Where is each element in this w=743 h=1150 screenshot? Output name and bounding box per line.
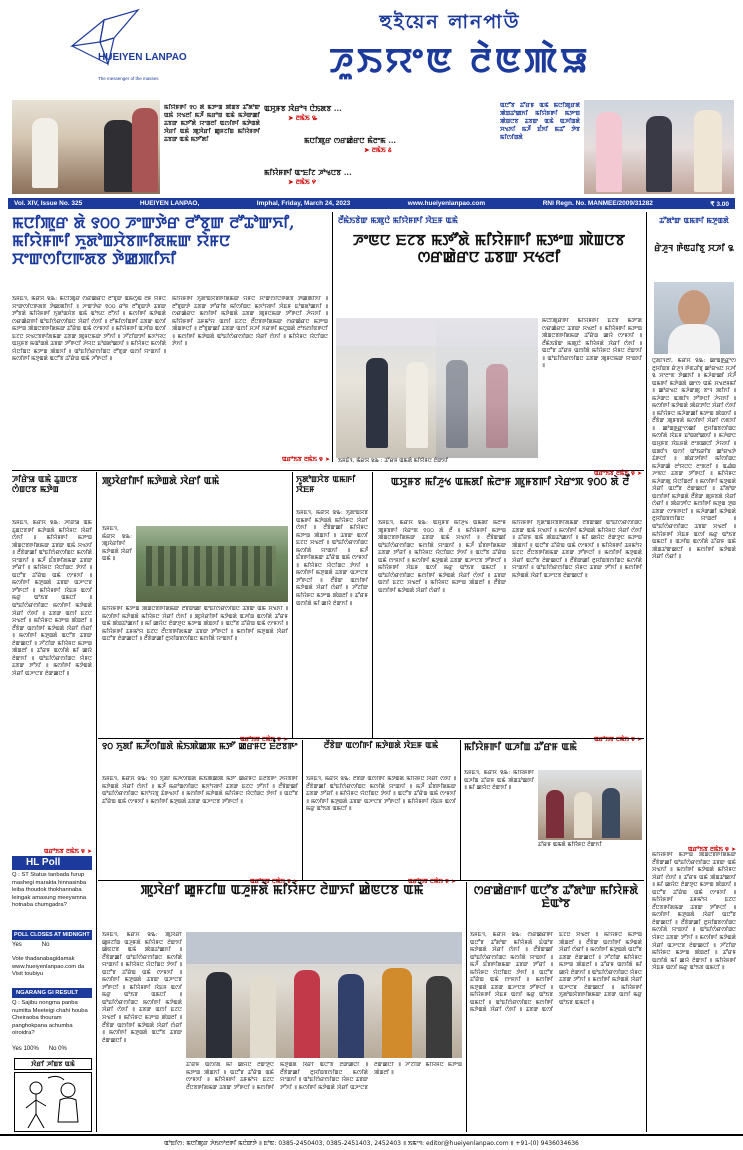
lead-body: ꯏꯝꯐꯥꯜ, ꯃꯥꯔꯆ ꯲꯳: ꯃꯅꯤꯄꯨꯔ ꯁꯔꯀꯥꯔꯅ ꯂꯧꯕꯨꯛ ꯑꯃꯁꯨꯡ ꯂꯝ ꯌꯥꯝꯅ ꯆꯦꯛꯁꯤꯅꯒꯗꯕ ꯇꯥꯀꯄꯤꯈꯤ ꯫ ꯍꯦꯛꯇꯥꯔ ꯱꯰꯰ ꯔꯣꯝ ꯂꯧꯕꯨꯛꯇꯥ ꯊꯕꯛ ꯇꯧꯕꯗꯥ ꯃꯤꯌꯥꯝꯒꯤ ꯈꯨꯗꯣꯡꯆꯥꯕ ꯑꯃꯥ ꯑꯣꯏꯅ ꯂꯧꯈꯤ ꯫ ꯃꯁꯤꯒꯤ ꯃꯇꯥꯡꯗꯥ ꯁꯔꯀꯥꯔꯒꯤ ꯑꯣꯐꯤꯁꯥꯔꯁꯤꯡꯅ ꯋꯥꯔꯤ ꯁꯥꯈꯤ ꯫ ꯂꯧꯃꯤꯁꯤꯡꯒꯤ ꯊꯕꯛ ꯑꯁꯤ ꯃꯇꯦꯡ ꯄꯥꯡꯅꯕꯒꯤꯗꯃꯛ ꯊꯧꯔꯥꯡ ꯑꯃꯥ ꯁꯦꯝꯈꯤ ꯫ ꯃꯤꯌꯥꯝꯒꯤ ꯑꯍꯤꯡ ꯑꯁꯤ ꯐꯖꯅ ꯆꯠꯅꯕꯒꯤꯗꯃꯛ ꯊꯕꯛ ꯄꯨꯝꯅꯃꯛ ꯇꯧꯈꯤ ꯫ ꯍꯧꯖꯤꯛꯇꯤ ꯃꯈꯣꯌꯅ ꯑꯆꯨꯝꯕ ꯃꯑꯣꯡꯗꯥ ꯊꯕꯛ ꯇꯧꯒꯅꯤ ꯍꯥꯌꯅ ꯐꯣꯡꯗꯣꯀꯈꯤ ꯫ ꯃꯤꯌꯥꯝꯅ ꯃꯁꯤꯗꯥ ꯌꯥꯅꯤꯡꯅ ꯃꯇꯦꯡ ꯄꯥꯡꯈꯤ ꯫ ꯑꯣꯐꯤꯁꯥꯔꯁꯤꯡꯅ ꯂꯧꯕꯨꯛ ꯑꯁꯤ ꯌꯦꯡꯈꯤ ꯫ ꯃꯁꯤꯒꯤ ꯃꯇꯨꯡꯗꯥ ꯑꯅꯧꯕ ꯊꯧꯔꯥꯡ ꯑꯃꯥ ꯍꯧꯒꯅꯤ ꯫	[12, 296, 166, 363]
footer	[0, 1134, 743, 1150]
paper-name: HUEIYEN LANPAO,	[139, 200, 200, 207]
lead-continued[interactable]: ꯑꯔꯣꯏꯕ ꯂꯃꯥꯏ ꯶ ➤	[281, 456, 330, 463]
lower2-body: ꯏꯝꯐꯥꯜ, ꯃꯥꯔꯆ ꯲꯳: ꯂꯩꯕꯥꯛ ꯑꯁꯤꯒꯤ ꯃꯇꯥꯡꯗꯥ ꯃꯤꯌꯥꯝꯅ ꯋꯥꯔꯤ ꯁꯥꯈꯤ ꯫ ꯂꯩꯕꯥꯛꯀꯤ ꯑꯣꯐꯤꯁꯥꯔꯁꯤꯡꯅ ꯃꯁꯤꯗꯥ ꯌꯦꯡꯈꯤ ꯫ ꯃꯍꯩ ꯐꯪꯕꯒꯤꯗꯃꯛ ꯊꯕꯛ ꯇꯧꯔꯤ ꯫ ꯃꯤꯌꯥꯝꯅ ꯌꯥꯅꯤꯡꯅ ꯇꯥꯈꯤ ꯫ ꯑꯅꯧꯕ ꯊꯧꯔꯥꯡ ꯑꯃꯥ ꯁꯦꯝꯈꯤ ꯫ ꯃꯁꯤꯒꯤ ꯃꯇꯨꯡꯗꯥ ꯊꯕꯛ ꯑꯍꯦꯅꯕ ꯇꯧꯒꯅꯤ ꯫ ꯃꯤꯌꯥꯝꯒꯤ ꯋꯥꯐꯝ ꯑꯁꯤ ꯃꯔꯨ ꯑꯣꯏꯕ ꯑꯃꯅꯤ ꯫	[306, 776, 456, 813]
column-rule	[292, 472, 293, 738]
promo-right-text: ꯑꯅꯧꯕ ꯊꯧꯔꯝ ꯑꯃꯥ ꯃꯅꯤꯄꯨꯔꯗꯥ ꯄꯥꯡꯊꯣꯀꯈꯤ ꯃꯤꯌꯥꯝꯒꯤ ꯃꯇꯦꯡ ꯄꯥꯡꯅꯕ ꯊꯕꯛ ꯑꯃꯥ ꯑꯍꯤꯡꯗꯥ ꯆꯠꯈꯤ ꯃꯍꯩ ꯐꯪꯈꯤ ꯃꯊꯧ ꯇꯥꯕ ꯃꯤꯁꯤꯡꯗꯥ	[500, 102, 580, 142]
center-body: ꯃꯅꯤꯄꯨꯔꯒꯤ ꯃꯤꯌꯥꯝꯒꯤ ꯐꯖꯕ ꯃꯇꯧꯗꯥ ꯁꯔꯀꯥꯔꯅ ꯊꯕꯛ ꯆꯠꯂꯤ ꯫ ꯃꯤꯌꯥꯝꯒꯤ ꯃꯇꯦꯡ ꯄꯥꯡꯅꯕꯒꯤꯗꯃꯛ ꯊꯧꯔꯥꯡ ꯀꯌꯥ ꯁꯦꯝꯈꯤ ꯫ ꯂꯩꯃꯥꯏꯕꯥꯛ ꯃꯄꯨꯅꯥ ꯃꯤꯌꯥꯝꯗꯥ ꯋꯥꯔꯤ ꯁꯥꯈꯤ ꯫ ꯑꯅꯧꯕ ꯊꯧꯔꯝ ꯑꯁꯤꯗꯥ ꯃꯤꯌꯥꯝꯅ ꯌꯥꯝꯅ ꯂꯥꯛꯈꯤ ꯫ ꯑꯣꯐꯤꯁꯥꯔꯁꯤꯡꯅ ꯊꯕꯛ ꯄꯨꯝꯅꯃꯛ ꯌꯦꯡꯈꯤ ꯫	[542, 318, 642, 370]
teaser-2[interactable]: ꯃꯅꯤꯄꯨꯔ ꯁꯔꯀꯥꯔꯅ ꯃꯥꯂꯦꯃ ... ➤ ꯂꯃꯥꯏ ꯴	[304, 136, 490, 155]
column-rule	[96, 472, 97, 1132]
center-photo-2	[436, 318, 538, 458]
poll-title: HL Poll	[12, 856, 92, 870]
info-strip	[8, 198, 735, 209]
row-rule	[12, 470, 644, 471]
mid3-headline: ꯑꯆꯨꯝꯕ ꯃꯤꯍꯨꯠ ꯑꯃꯗꯤ ꯃꯥꯂꯦꯝ ꯄꯨꯝꯕꯒꯤ ꯋꯥꯔꯦꯞ ꯱꯰꯰ ꯗꯥ ꯂꯩ	[390, 476, 630, 488]
left-col-continued[interactable]: ꯑꯔꯣꯏꯕ ꯂꯃꯥꯏ ꯶ ➤	[43, 848, 92, 855]
brand-name: HUEIYEN LANPAO	[98, 52, 187, 63]
price: ₹ 3.00	[710, 200, 729, 208]
lead-headline: ꯃꯅꯤꯄꯨꯔ ꯗꯥ ꯱꯰꯰ ꯍꯦꯛꯇꯥꯔ ꯂꯧꯕꯨꯛ ꯂꯧꯊꯣꯛꯈꯤ, ꯃꯤꯌꯥꯝꯒꯤ ꯈꯨꯗꯣꯡꯆꯥꯕꯒꯤꯗꯃꯛ ꯌꯥꯝꯅ ꯆꯦꯛꯁꯤꯅꯒꯗꯕ ꯇꯥꯀꯄꯤꯈꯤ	[12, 213, 295, 268]
bottom1-headline: ꯄꯨꯋꯥꯔꯤ ꯀꯨꯝꯖꯤꯡ ꯑꯍꯨꯝꯗꯥ ꯃꯤꯌꯥꯝꯅ ꯂꯥꯛꯈꯤ ꯀꯥꯟꯅꯕ ꯑꯃꯥ	[140, 883, 424, 898]
poll-vote-text: Vote thadanabagidamak www.hueiyenlanpao.com da Visit toubiyu	[12, 956, 85, 978]
mid1-body-b: ꯃꯤꯌꯥꯝꯒꯤ ꯃꯇꯦꯡ ꯄꯥꯡꯅꯕꯒꯤꯗꯃꯛ ꯂꯩꯕꯥꯛꯀꯤ ꯑꯣꯐꯤꯁꯥꯔꯁꯤꯡꯅ ꯊꯕꯛ ꯑꯃꯥ ꯆꯠꯈꯤ ꯫ ꯃꯁꯤꯒꯤ ꯃꯇꯥꯡꯗꯥ ꯃꯤꯌꯥꯝꯅ ꯋꯥꯔꯤ ꯁꯥꯈꯤ ꯫ ꯄꯨꯋꯥꯔꯤꯒꯤ ꯃꯇꯥꯡꯗꯥ ꯑꯍꯤꯡ ꯑꯁꯤꯗꯥ ꯊꯧꯔꯝ ꯑꯃꯥ ꯄꯥꯡꯊꯣꯀꯈꯤ ꯫ ꯃꯤ ꯀꯌꯥꯅ ꯂꯥꯛꯇꯨꯅ ꯃꯇꯦꯡ ꯄꯥꯡꯈꯤ ꯫ ꯑꯅꯧꯕ ꯊꯧꯔꯥꯡ ꯑꯃꯥ ꯁꯦꯝꯈꯤ ꯫ ꯃꯤꯌꯥꯝꯒꯤ ꯊꯝꯃꯣꯌ ꯐꯖꯅ ꯂꯩꯅꯕꯒꯤꯗꯃꯛ ꯊꯕꯛ ꯇꯧꯒꯅꯤ ꯫ ꯃꯁꯤꯒꯤ ꯃꯇꯨꯡꯗꯥ ꯋꯥꯔꯤ ꯑꯅꯧꯕ ꯂꯥꯛꯀꯅꯤ ꯫ ꯂꯩꯕꯥꯛꯀꯤ ꯂꯨꯆꯤꯡꯕꯁꯤꯡꯅ ꯃꯁꯤꯗꯥ ꯌꯦꯡꯈꯤ ꯫	[102, 606, 288, 643]
bottom1-body: ꯏꯝꯐꯥꯜ, ꯃꯥꯔꯆ ꯲꯳: ꯄꯨꯋꯥꯔꯤ ꯀꯨꯝꯖꯤꯡ ꯑꯍꯨꯝꯗꯥ ꯃꯤꯌꯥꯝꯅ ꯂꯥꯛꯈꯤ ꯀꯥꯟꯅꯕ ꯑꯃꯥ ꯄꯥꯡꯊꯣꯀꯈꯤ ꯫ ꯂꯩꯕꯥꯛꯀꯤ ꯑꯣꯐꯤꯁꯥꯔꯁꯤꯡꯅ ꯃꯁꯤꯗꯥ ꯌꯦꯡꯈꯤ ꯫ ꯃꯤꯌꯥꯝꯅ ꯌꯥꯅꯤꯡꯅ ꯇꯥꯈꯤ ꯫ ꯑꯅꯧꯕ ꯊꯧꯔꯥꯡ ꯑꯃꯥ ꯁꯦꯝꯈꯤ ꯫ ꯃꯁꯤꯒꯤ ꯃꯇꯨꯡꯗꯥ ꯊꯕꯛ ꯑꯍꯦꯅꯕ ꯇꯧꯒꯅꯤ ꯫ ꯃꯤꯌꯥꯝꯒꯤ ꯋꯥꯐꯝ ꯑꯁꯤ ꯃꯔꯨ ꯑꯣꯏꯕ ꯑꯃꯅꯤ ꯫ ꯑꯣꯐꯤꯁꯥꯔꯁꯤꯡꯅ ꯃꯁꯤꯒꯤ ꯃꯇꯥꯡꯗꯥ ꯋꯥꯔꯤ ꯁꯥꯈꯤ ꯫ ꯊꯕꯛ ꯑꯁꯤ ꯐꯖꯅ ꯆꯠꯂꯤ ꯫ ꯃꯤꯌꯥꯝꯅ ꯃꯇꯦꯡ ꯄꯥꯡꯂꯤ ꯫ ꯂꯩꯕꯥꯛ ꯑꯁꯤꯒꯤ ꯃꯇꯥꯡꯗꯥ ꯋꯥꯔꯤ ꯁꯥꯔꯤ ꯫ ꯃꯁꯤꯒꯤ ꯃꯇꯨꯡꯗꯥ ꯑꯅꯧꯕ ꯊꯕꯛ ꯂꯥꯛꯀꯅꯤ ꯫	[102, 932, 182, 1044]
left-col-headline: ꯍꯤꯔꯥꯎ ꯑꯃꯥ ꯊꯨꯡꯅꯕ ꯁꯥꯡꯅꯕ ꯃꯇꯥꯡ	[12, 475, 78, 495]
lower2-headline: ꯂꯩꯕꯥꯛ ꯑꯁꯤꯒꯤ ꯃꯇꯥꯡꯗꯥ ꯋꯥꯐꯝ ꯑꯃꯥ	[323, 741, 439, 751]
footer-text: ꯑꯣꯐꯤꯁ: ꯃꯅꯤꯄꯨꯔ ꯍꯥꯏꯁꯣꯂꯒꯤ ꯃꯅꯥꯛꯇꯥ ꯫ ꯐꯣꯟ: 0385-2450403, 0385-2451403, 2452403 ꯫ ꯏꯃꯦꯜ: editor@hueiyenlanpao.com ꯫ +91-(0) 9436034636	[164, 1140, 579, 1147]
column-rule	[302, 740, 303, 880]
mid2-body: ꯏꯝꯐꯥꯜ, ꯃꯥꯔꯆ ꯲꯳: ꯈꯨꯗꯣꯡꯆꯥꯕ ꯑꯃꯒꯤ ꯃꯇꯥꯡꯗꯥ ꯃꯤꯌꯥꯝꯅ ꯋꯥꯔꯤ ꯁꯥꯈꯤ ꯫ ꯂꯩꯕꯥꯛꯀꯤ ꯃꯤꯌꯥꯝꯅ ꯃꯇꯦꯡ ꯄꯥꯡꯈꯤ ꯫ ꯊꯕꯛ ꯑꯁꯤ ꯐꯖꯅ ꯆꯠꯂꯤ ꯫ ꯑꯣꯐꯤꯁꯥꯔꯁꯤꯡꯅ ꯃꯁꯤꯗꯥ ꯌꯦꯡꯈꯤ ꯫ ꯃꯍꯩ ꯐꯪꯕꯒꯤꯗꯃꯛ ꯊꯧꯔꯥꯡ ꯑꯃꯥ ꯁꯦꯝꯈꯤ ꯫ ꯃꯤꯌꯥꯝꯅ ꯌꯥꯅꯤꯡꯅ ꯇꯥꯈꯤ ꯫ ꯃꯁꯤꯒꯤ ꯃꯇꯨꯡꯗꯥ ꯊꯕꯛ ꯑꯍꯦꯅꯕ ꯇꯧꯒꯅꯤ ꯫ ꯂꯩꯕꯥꯛ ꯑꯁꯤꯒꯤ ꯃꯇꯥꯡꯗꯥ ꯋꯥꯔꯤ ꯁꯥꯔꯤ ꯫ ꯍꯧꯖꯤꯛ ꯃꯤꯌꯥꯝꯅ ꯃꯇꯦꯡ ꯄꯥꯡꯂꯤ ꯫ ꯊꯧꯔꯝ ꯑꯁꯤꯗꯥ ꯃꯤ ꯀꯌꯥ ꯂꯥꯛꯈꯤ ꯫	[296, 510, 368, 607]
lower3-caption: ꯊꯧꯔꯝ ꯑꯃꯗꯥ ꯃꯤꯌꯥꯝꯅ ꯂꯥꯛꯈꯤ	[538, 842, 602, 848]
website-link[interactable]: www.hueiyenlanpao.com	[407, 200, 486, 207]
lower1-headline: ꯱꯰ ꯈꯨꯗꯤ ꯃꯍꯩꯁꯤꯡꯗꯥ ꯃꯥꯏꯄꯥꯀꯄ ꯃꯇꯧ ꯀꯔꯝꯅ ꯐꯪꯂꯕꯒꯦ	[102, 742, 298, 752]
bottom1-body-2: ꯊꯧꯔꯝ ꯑꯁꯤꯗꯥ ꯃꯤ ꯀꯌꯥꯅ ꯂꯥꯛꯇꯨꯅ ꯃꯇꯦꯡ ꯄꯥꯡꯈꯤ ꯫ ꯑꯅꯧꯕ ꯊꯧꯔꯥꯡ ꯑꯃꯥ ꯁꯦꯝꯈꯤ ꯫ ꯃꯤꯌꯥꯝꯒꯤ ꯊꯝꯃꯣꯌ ꯐꯖꯅ ꯂꯩꯅꯕꯒꯤꯗꯃꯛ ꯊꯕꯛ ꯇꯧꯒꯅꯤ ꯫ ꯃꯁꯤꯒꯤ ꯃꯇꯨꯡꯗꯥ ꯋꯥꯔꯤ ꯑꯅꯧꯕ ꯂꯥꯛꯀꯅꯤ ꯫ ꯂꯩꯕꯥꯛꯀꯤ ꯂꯨꯆꯤꯡꯕꯁꯤꯡꯅ ꯃꯁꯤꯗꯥ ꯌꯦꯡꯈꯤ ꯫ ꯑꯣꯐꯤꯁꯥꯔꯁꯤꯡꯅ ꯌꯥꯝꯅ ꯊꯕꯛ ꯇꯧꯈꯤ ꯫ ꯃꯁꯤꯒꯤ ꯃꯇꯥꯡꯗꯥ ꯋꯥꯔꯤ ꯑꯍꯦꯅꯕ ꯂꯥꯛꯀꯅꯤ ꯫ ꯍꯧꯖꯤꯛ ꯃꯤꯌꯥꯝꯅ ꯃꯇꯦꯡ ꯄꯥꯡꯂꯤ ꯫	[186, 1062, 462, 1091]
poll-result-question: Q : Sajibu nongma panba numitta Meeteigi chahi houba Cheiraoba thouram panghokpana achumba oiroidra?	[12, 1000, 88, 1037]
center-caption: ꯏꯝꯐꯥꯜ, ꯃꯥꯔꯆ ꯲꯳ : ꯊꯧꯔꯝ ꯑꯃꯗꯥ ꯃꯤꯌꯥꯝꯅ ꯂꯥꯛꯈꯤ	[338, 458, 448, 464]
poll-result-title: NGARANG GI RESULT	[12, 988, 92, 998]
right-lower-body: ꯃꯤꯌꯥꯝꯒꯤ ꯃꯇꯦꯡ ꯄꯥꯡꯅꯕꯒꯤꯗꯃꯛ ꯂꯩꯕꯥꯛꯀꯤ ꯑꯣꯐꯤꯁꯥꯔꯁꯤꯡꯅ ꯊꯕꯛ ꯑꯃꯥ ꯆꯠꯈꯤ ꯫ ꯃꯁꯤꯒꯤ ꯃꯇꯥꯡꯗꯥ ꯃꯤꯌꯥꯝꯅ ꯋꯥꯔꯤ ꯁꯥꯈꯤ ꯫ ꯊꯧꯔꯝ ꯑꯃꯥ ꯄꯥꯡꯊꯣꯀꯈꯤ ꯫ ꯃꯤ ꯀꯌꯥꯅ ꯂꯥꯛꯇꯨꯅ ꯃꯇꯦꯡ ꯄꯥꯡꯈꯤ ꯫ ꯑꯅꯧꯕ ꯊꯧꯔꯥꯡ ꯑꯃꯥ ꯁꯦꯝꯈꯤ ꯫ ꯃꯤꯌꯥꯝꯒꯤ ꯊꯝꯃꯣꯌ ꯐꯖꯅ ꯂꯩꯅꯕꯒꯤꯗꯃꯛ ꯊꯕꯛ ꯇꯧꯒꯅꯤ ꯫ ꯃꯁꯤꯒꯤ ꯃꯇꯨꯡꯗꯥ ꯋꯥꯔꯤ ꯑꯅꯧꯕ ꯂꯥꯛꯀꯅꯤ ꯫ ꯂꯩꯕꯥꯛꯀꯤ ꯂꯨꯆꯤꯡꯕꯁꯤꯡꯅ ꯃꯁꯤꯗꯥ ꯌꯦꯡꯈꯤ ꯫ ꯑꯣꯐꯤꯁꯥꯔꯁꯤꯡꯅ ꯌꯥꯝꯅ ꯊꯕꯛ ꯇꯧꯈꯤ ꯫ ꯃꯁꯤꯒꯤ ꯃꯇꯥꯡꯗꯥ ꯋꯥꯔꯤ ꯑꯍꯦꯅꯕ ꯂꯥꯛꯀꯅꯤ ꯫ ꯍꯧꯖꯤꯛ ꯃꯤꯌꯥꯝꯅ ꯃꯇꯦꯡ ꯄꯥꯡꯂꯤ ꯫ ꯊꯧꯔꯝ ꯑꯁꯤꯗꯥ ꯃꯤ ꯀꯌꯥ ꯂꯥꯛꯈꯤ ꯫ ꯃꯤꯌꯥꯝꯒꯤ ꯋꯥꯐꯝ ꯑꯁꯤ ꯃꯔꯨ ꯑꯣꯏꯕ ꯑꯃꯅꯤ ꯫	[652, 852, 736, 972]
center-headline: ꯍꯦꯟꯅ ꯐꯖꯕ ꯃꯇꯧꯗꯥ ꯃꯤꯌꯥꯝꯒꯤ ꯃꯇꯦꯡ ꯄꯥꯡꯅꯕ ꯁꯔꯀꯥꯔꯅ ꯊꯕꯛ ꯆꯠꯂꯤ	[352, 231, 626, 267]
mid3-body-a: ꯏꯝꯐꯥꯜ, ꯃꯥꯔꯆ ꯲꯳: ꯑꯆꯨꯝꯕ ꯃꯤꯍꯨꯠ ꯑꯃꯗꯤ ꯃꯥꯂꯦꯝ ꯄꯨꯝꯕꯒꯤ ꯋꯥꯔꯦꯞ ꯱꯰꯰ ꯗꯥ ꯂꯩ ꯫ ꯃꯤꯌꯥꯝꯒꯤ ꯃꯇꯦꯡ ꯄꯥꯡꯅꯕꯒꯤꯗꯃꯛ ꯊꯕꯛ ꯑꯃꯥ ꯆꯠꯈꯤ ꯫ ꯂꯩꯕꯥꯛꯀꯤ ꯑꯣꯐꯤꯁꯥꯔꯁꯤꯡꯅ ꯃꯁꯤꯗꯥ ꯌꯦꯡꯈꯤ ꯫ ꯃꯍꯩ ꯐꯪꯕꯒꯤꯗꯃꯛ ꯊꯕꯛ ꯇꯧꯔꯤ ꯫ ꯃꯤꯌꯥꯝꯅ ꯌꯥꯅꯤꯡꯅ ꯇꯥꯈꯤ ꯫ ꯑꯅꯧꯕ ꯊꯧꯔꯥꯡ ꯑꯃꯥ ꯁꯦꯝꯈꯤ ꯫ ꯃꯁꯤꯒꯤ ꯃꯇꯨꯡꯗꯥ ꯊꯕꯛ ꯑꯍꯦꯅꯕ ꯇꯧꯒꯅꯤ ꯫ ꯃꯤꯌꯥꯝꯒꯤ ꯋꯥꯐꯝ ꯑꯁꯤ ꯃꯔꯨ ꯑꯣꯏꯕ ꯑꯃꯅꯤ ꯫ ꯑꯣꯐꯤꯁꯥꯔꯁꯤꯡꯅ ꯃꯁꯤꯒꯤ ꯃꯇꯥꯡꯗꯥ ꯋꯥꯔꯤ ꯁꯥꯈꯤ ꯫ ꯊꯕꯛ ꯑꯁꯤ ꯐꯖꯅ ꯆꯠꯂꯤ ꯫ ꯃꯤꯌꯥꯝꯅ ꯃꯇꯦꯡ ꯄꯥꯡꯂꯤ ꯫ ꯂꯩꯕꯥꯛ ꯑꯁꯤꯒꯤ ꯃꯇꯥꯡꯗꯥ ꯋꯥꯔꯤ ꯁꯥꯔꯤ ꯫	[378, 520, 506, 594]
rahul-photo	[654, 282, 734, 354]
brand-subtitle: The messenger of the masses	[98, 76, 159, 81]
right-headline: ꯔꯥꯍꯨꯜ ꯒꯥꯟꯙꯤꯕꯨ ꯆꯍꯤ ꯲	[654, 244, 734, 254]
mid1-headline: ꯄꯨꯋꯥꯔꯤꯒꯤ ꯃꯇꯥꯡꯗꯥ ꯋꯥꯔꯤ ꯑꯃꯥ	[102, 476, 220, 487]
teaser-2-page: ➤ ꯂꯃꯥꯏ ꯴	[364, 146, 392, 155]
poll-yes-option[interactable]: Yes	[12, 942, 22, 948]
poll-result-no: No 0%	[48, 1046, 67, 1052]
promo-photo-left	[12, 100, 160, 194]
cartoon-illustration-icon	[14, 1072, 92, 1132]
promo-left-text: ꯃꯤꯌꯥꯝꯒꯤ ꯱꯰ ꯗꯥ ꯃꯇꯦꯡ ꯄꯥꯡꯕ ꯊꯧꯗꯣꯛ ꯑꯃꯥ ꯆꯠꯂꯤ ꯃꯍꯩ ꯃꯔꯣꯡ ꯑꯃꯥ ꯃꯍꯥꯛꯀꯤ ꯊꯕꯛ ꯃꯇꯧꯗꯥ ꯌꯦꯡꯂꯤ ꯑꯁꯤꯒꯤ ꯃꯇꯥꯡꯗꯥ ꯋꯥꯔꯤ ꯑꯃꯥ ꯄꯨꯋꯥꯔꯤ ꯀꯨꯝꯖꯤꯡ ꯃꯤꯌꯥꯝꯒꯤ ꯊꯕꯛ ꯑꯃꯥ ꯃꯇꯧꯗꯤ	[164, 104, 260, 144]
right-body: ꯅꯨꯗꯤꯜꯂꯤ, ꯃꯥꯔꯆ ꯲꯳: ꯀꯣꯡꯒ꯭ꯔꯦꯁ ꯂꯨꯆꯤꯡꯕ ꯔꯥꯍꯨꯜ ꯒꯥꯟꯙꯤꯕꯨ ꯀꯣꯔꯠꯅ ꯆꯍꯤ ꯲ ꯆꯦꯂꯦꯟ ꯇꯥꯀꯈꯤ ꯫ ꯃꯍꯥꯛꯀꯤ ꯋꯥꯍꯩ ꯑꯃꯒꯤ ꯃꯇꯥꯡꯗꯥ ꯀꯦꯁ ꯑꯃꯥ ꯆꯠꯂꯝꯃꯤ ꯫ ꯀꯣꯔꯠꯅ ꯃꯍꯥꯛꯄꯨ ꯕꯦꯜ ꯄꯤꯈꯤ ꯫ ꯃꯍꯥꯛꯅ ꯑꯄꯤꯜ ꯇꯧꯒꯅꯤ ꯍꯥꯌꯈꯤ ꯫ ꯃꯁꯤꯒꯤ ꯃꯇꯥꯡꯗꯥ ꯄꯥꯔꯇꯤꯅ ꯋꯥꯔꯤ ꯁꯥꯈꯤ ꯫ ꯃꯤꯌꯥꯝꯅ ꯃꯍꯥꯛꯀꯤ ꯃꯇꯦꯡ ꯄꯥꯡꯈꯤ ꯫ ꯂꯩꯕꯥꯛ ꯄꯨꯝꯕꯗꯥ ꯃꯁꯤꯒꯤ ꯋꯥꯔꯤ ꯁꯟꯈꯤ ꯫ ꯀꯣꯡꯒ꯭ꯔꯦꯁꯀꯤ ꯂꯨꯆꯤꯡꯕꯁꯤꯡꯅ ꯃꯁꯤꯗꯥ ꯋꯥꯐꯝ ꯐꯣꯡꯗꯣꯀꯈꯤ ꯫ ꯃꯍꯥꯛꯅ ꯑꯆꯨꯝꯕ ꯋꯥꯐꯝꯗꯥ ꯂꯦꯞꯀꯅꯤ ꯍꯥꯌꯈꯤ ꯫ ꯑꯄꯤꯜ ꯑꯁꯤ ꯑꯣꯏꯔꯤꯕ ꯀꯣꯔꯠꯇꯥ ꯊꯥꯒꯅꯤ ꯫ ꯄꯥꯔꯇꯤꯒꯤ ꯃꯤꯁꯤꯡꯅ ꯃꯍꯥꯛꯀꯥ ꯂꯣꯌꯅꯅ ꯂꯦꯞꯂꯤ ꯫ ꯑꯉꯥꯡ ꯍꯦꯟꯅ ꯊꯕꯛ ꯇꯧꯒꯅꯤ ꯫ ꯃꯤꯌꯥꯝꯅ ꯃꯍꯥꯛꯄꯨ ꯌꯥꯅꯤꯡꯂꯤ ꯫ ꯃꯁꯤꯒꯤ ꯃꯇꯨꯡꯗꯥ ꯋꯥꯔꯤ ꯑꯅꯧꯕ ꯂꯥꯛꯀꯅꯤ ꯫ ꯊꯧꯗꯣꯛ ꯑꯁꯤꯒꯤ ꯃꯇꯥꯡꯗꯥ ꯂꯩꯕꯥꯛ ꯄꯨꯝꯕꯗꯥ ꯋꯥꯔꯤ ꯁꯥꯔꯤ ꯫ ꯄꯥꯔꯇꯤꯅ ꯃꯁꯤꯒꯤ ꯃꯇꯨꯡ ꯇꯨꯡ ꯊꯕꯛ ꯁꯦꯝꯒꯅꯤ ꯫ ꯃꯍꯥꯛꯀꯤ ꯃꯇꯥꯡꯗꯥ ꯂꯨꯆꯤꯡꯕꯁꯤꯡꯅ ꯌꯦꯡꯂꯤ ꯫ ꯑꯣꯐꯤꯁꯥꯔꯁꯤꯡꯅ ꯊꯕꯛ ꯆꯠꯂꯤ ꯫ ꯃꯤꯌꯥꯝꯒꯤ ꯋꯥꯐꯝ ꯑꯁꯤ ꯃꯔꯨ ꯑꯣꯏꯕ ꯑꯃꯅꯤ ꯫ ꯑꯍꯤꯡ ꯑꯁꯤꯗꯥ ꯊꯧꯔꯝ ꯑꯃꯥ ꯄꯥꯡꯊꯣꯛꯀꯅꯤ ꯫ ꯃꯁꯤꯒꯤ ꯃꯇꯥꯡꯗꯥ ꯋꯥꯔꯤ ꯁꯥꯔꯤ ꯫	[652, 358, 736, 561]
lower1-body: ꯏꯝꯐꯥꯜ, ꯃꯥꯔꯆ ꯲꯳: ꯱꯰ ꯈꯨꯗꯤ ꯃꯍꯩꯁꯤꯡꯗꯥ ꯃꯥꯏꯄꯥꯀꯄ ꯃꯇꯧ ꯀꯔꯝꯅ ꯐꯪꯂꯕꯒꯦ ꯍꯥꯌꯕꯒꯤ ꯃꯇꯥꯡꯗꯥ ꯋꯥꯔꯤ ꯁꯥꯈꯤ ꯫ ꯃꯍꯩ ꯃꯔꯣꯡꯁꯤꯡꯅ ꯃꯈꯣꯌꯒꯤ ꯊꯕꯛ ꯐꯖꯅ ꯇꯧꯈꯤ ꯫ ꯂꯩꯕꯥꯛꯀꯤ ꯑꯣꯐꯤꯁꯥꯔꯁꯤꯡꯅ ꯃꯈꯣꯌꯕꯨ ꯊꯥꯒꯠꯈꯤ ꯫ ꯃꯁꯤꯒꯤ ꯃꯇꯥꯡꯗꯥ ꯃꯤꯌꯥꯝꯅ ꯌꯥꯅꯤꯡꯅ ꯇꯥꯈꯤ ꯫ ꯑꯅꯧꯕ ꯊꯧꯔꯥꯡ ꯑꯃꯥ ꯁꯦꯝꯈꯤ ꯫ ꯃꯁꯤꯒꯤ ꯃꯇꯨꯡꯗꯥ ꯊꯕꯛ ꯑꯍꯦꯅꯕ ꯇꯧꯒꯅꯤ ꯫	[102, 776, 298, 805]
right-kicker: ꯊꯧꯗꯣꯛ ꯑꯃꯒꯤ ꯃꯇꯨꯡꯗꯥ	[659, 216, 729, 225]
mid1-photo	[136, 526, 288, 602]
bottom2-body: ꯏꯝꯐꯥꯜ, ꯃꯥꯔꯆ ꯲꯳: ꯁꯔꯀꯥꯔꯒꯤ ꯑꯅꯧꯕ ꯊꯧꯗꯣꯛ ꯃꯤꯌꯥꯝꯗꯥ ꯐꯥꯑꯣꯕ ꯃꯇꯥꯡꯗꯥ ꯋꯥꯔꯤ ꯁꯥꯈꯤ ꯫ ꯂꯩꯕꯥꯛꯀꯤ ꯑꯣꯐꯤꯁꯥꯔꯁꯤꯡꯅ ꯃꯁꯤꯗꯥ ꯌꯦꯡꯈꯤ ꯫ ꯃꯍꯩ ꯐꯪꯕꯒꯤꯗꯃꯛ ꯊꯕꯛ ꯇꯧꯔꯤ ꯫ ꯃꯤꯌꯥꯝꯅ ꯌꯥꯅꯤꯡꯅ ꯇꯥꯈꯤ ꯫ ꯑꯅꯧꯕ ꯊꯧꯔꯥꯡ ꯑꯃꯥ ꯁꯦꯝꯈꯤ ꯫ ꯃꯁꯤꯒꯤ ꯃꯇꯨꯡꯗꯥ ꯊꯕꯛ ꯑꯍꯦꯅꯕ ꯇꯧꯒꯅꯤ ꯫ ꯃꯤꯌꯥꯝꯒꯤ ꯋꯥꯐꯝ ꯑꯁꯤ ꯃꯔꯨ ꯑꯣꯏꯕ ꯑꯃꯅꯤ ꯫ ꯑꯣꯐꯤꯁꯥꯔꯁꯤꯡꯅ ꯃꯁꯤꯒꯤ ꯃꯇꯥꯡꯗꯥ ꯋꯥꯔꯤ ꯁꯥꯈꯤ ꯫ ꯊꯕꯛ ꯑꯁꯤ ꯐꯖꯅ ꯆꯠꯂꯤ ꯫ ꯃꯤꯌꯥꯝꯅ ꯃꯇꯦꯡ ꯄꯥꯡꯂꯤ ꯫ ꯂꯩꯕꯥꯛ ꯑꯁꯤꯒꯤ ꯃꯇꯥꯡꯗꯥ ꯋꯥꯔꯤ ꯁꯥꯔꯤ ꯫ ꯃꯁꯤꯒꯤ ꯃꯇꯨꯡꯗꯥ ꯑꯅꯧꯕ ꯊꯕꯛ ꯂꯥꯛꯀꯅꯤ ꯫ ꯍꯧꯖꯤꯛ ꯃꯤꯌꯥꯝꯅ ꯃꯇꯦꯡ ꯄꯥꯡꯂꯤ ꯫ ꯊꯧꯔꯝ ꯑꯁꯤꯗꯥ ꯃꯤ ꯀꯌꯥ ꯂꯥꯛꯈꯤ ꯫ ꯑꯣꯐꯤꯁꯥꯔꯁꯤꯡꯅ ꯌꯥꯝꯅ ꯊꯕꯛ ꯇꯧꯈꯤ ꯫ ꯃꯁꯤꯒꯤ ꯃꯇꯥꯡꯗꯥ ꯋꯥꯔꯤ ꯑꯍꯦꯅꯕ ꯂꯥꯛꯀꯅꯤ ꯫ ꯃꯤꯌꯥꯝꯒꯤ ꯈꯨꯗꯣꯡꯆꯥꯕꯒꯤꯗꯃꯛ ꯊꯕꯛ ꯑꯁꯤ ꯃꯔꯨ ꯑꯣꯏꯕ ꯑꯃꯅꯤ ꯫	[470, 932, 642, 1014]
lower3-photo	[538, 770, 642, 840]
issue-date: Imphal, Friday, March 24, 2023	[256, 200, 351, 207]
teaser-1-page: ➤ ꯂꯃꯥꯏ ꯳	[288, 114, 318, 123]
center-kicker: ꯂꯩꯃꯥꯏꯕꯥꯛ ꯃꯄꯨꯅꯥ ꯃꯤꯌꯥꯝꯒꯤ ꯋꯥꯐꯝ ꯑꯃꯥ	[338, 215, 458, 225]
cartoon-title: ꯋꯥꯔꯤ ꯍꯤꯡꯕ ꯑꯃꯥ	[14, 1058, 92, 1070]
teaser-list	[264, 102, 490, 194]
poll-no-option[interactable]: No	[41, 942, 50, 948]
right-continued[interactable]: ꯑꯔꯣꯏꯕ ꯂꯃꯥꯏ ꯶ ➤	[687, 846, 736, 853]
promo-photo-right	[584, 100, 734, 194]
rni-number: RNI Regn. No. MANMEE/2009/31282	[542, 200, 653, 207]
mid1-continued[interactable]: ꯑꯔꯣꯏꯕ ꯂꯃꯥꯏ ꯶ ➤	[239, 736, 288, 743]
masthead	[0, 0, 743, 100]
lower2-continued[interactable]: ꯑꯔꯣꯏꯕ ꯂꯃꯥꯏ ꯶ ➤	[407, 878, 456, 885]
row-rule	[98, 880, 644, 881]
mid1-body-a: ꯏꯝꯐꯥꯜ, ꯃꯥꯔꯆ ꯲꯳: ꯄꯨꯋꯥꯔꯤꯒꯤ ꯃꯇꯥꯡꯗꯥ ꯋꯥꯔꯤ ꯑꯃꯥ ꯫	[102, 526, 132, 563]
column-rule	[466, 882, 467, 1132]
mid2-headline: ꯈꯨꯗꯣꯡꯆꯥꯕ ꯑꯃꯒꯤ ꯋꯥꯐꯝ	[296, 475, 356, 495]
mid3-continued[interactable]: ꯑꯔꯣꯏꯕ ꯂꯃꯥꯏ ꯶ ➤	[593, 736, 642, 743]
lower3-body: ꯏꯝꯐꯥꯜ, ꯃꯥꯔꯆ ꯲꯳: ꯃꯤꯌꯥꯝꯒꯤ ꯑꯍꯤꯡ ꯊꯧꯔꯝ ꯑꯃꯥ ꯄꯥꯡꯊꯣꯀꯈꯤ ꯫ ꯃꯤ ꯀꯌꯥꯅ ꯂꯥꯛꯈꯤ ꯫	[464, 770, 534, 792]
column-rule	[372, 472, 373, 738]
masthead-bengali-title: হুইয়েন লানপাউ	[379, 11, 521, 33]
poll-closes: POLL CLOSES AT MIDNIGHT	[12, 930, 92, 940]
center-continued[interactable]: ꯑꯔꯣꯏꯕ ꯂꯃꯥꯏ ꯶ ➤	[593, 470, 642, 477]
teaser-3-page: ➤ ꯂꯃꯥꯏ ꯵	[288, 178, 317, 187]
poll-question: Q : ST Status tanbada furup mashegi marakta hinnasinba leiba thoudok thokhannaba leingak amasung meeyamna hotnaba chumgadra?	[12, 872, 87, 909]
bottom2-headline: ꯁꯔꯀꯥꯔꯒꯤ ꯑꯅꯧꯕ ꯊꯧꯗꯣꯛ ꯃꯤꯌꯥꯝꯗꯥ ꯐꯥꯑꯣꯕ	[473, 883, 639, 911]
volume-issue: Vol. XIV, Issue No. 325	[14, 200, 83, 207]
column-rule	[460, 740, 461, 880]
left-col-body: ꯏꯝꯐꯥꯜ, ꯃꯥꯔꯆ ꯲꯳: ꯍꯤꯔꯥꯎ ꯑꯃꯥ ꯊꯨꯡꯅꯕꯒꯤ ꯃꯇꯥꯡꯗꯥ ꯃꯤꯌꯥꯝꯅ ꯋꯥꯔꯤ ꯁꯥꯈꯤ ꯫ ꯃꯤꯌꯥꯝꯒꯤ ꯃꯇꯦꯡ ꯄꯥꯡꯅꯕꯒꯤꯗꯃꯛ ꯊꯕꯛ ꯑꯃꯥ ꯆꯠꯈꯤ ꯫ ꯂꯩꯕꯥꯛꯀꯤ ꯑꯣꯐꯤꯁꯥꯔꯁꯤꯡꯅ ꯃꯁꯤꯗꯥ ꯌꯦꯡꯈꯤ ꯫ ꯃꯍꯩ ꯐꯪꯕꯒꯤꯗꯃꯛ ꯊꯕꯛ ꯇꯧꯔꯤ ꯫ ꯃꯤꯌꯥꯝꯅ ꯌꯥꯅꯤꯡꯅ ꯇꯥꯈꯤ ꯫ ꯑꯅꯧꯕ ꯊꯧꯔꯥꯡ ꯑꯃꯥ ꯁꯦꯝꯈꯤ ꯫ ꯃꯁꯤꯒꯤ ꯃꯇꯨꯡꯗꯥ ꯊꯕꯛ ꯑꯍꯦꯅꯕ ꯇꯧꯒꯅꯤ ꯫ ꯃꯤꯌꯥꯝꯒꯤ ꯋꯥꯐꯝ ꯑꯁꯤ ꯃꯔꯨ ꯑꯣꯏꯕ ꯑꯃꯅꯤ ꯫ ꯑꯣꯐꯤꯁꯥꯔꯁꯤꯡꯅ ꯃꯁꯤꯒꯤ ꯃꯇꯥꯡꯗꯥ ꯋꯥꯔꯤ ꯁꯥꯈꯤ ꯫ ꯊꯕꯛ ꯑꯁꯤ ꯐꯖꯅ ꯆꯠꯂꯤ ꯫ ꯃꯤꯌꯥꯝꯅ ꯃꯇꯦꯡ ꯄꯥꯡꯂꯤ ꯫ ꯂꯩꯕꯥꯛ ꯑꯁꯤꯒꯤ ꯃꯇꯥꯡꯗꯥ ꯋꯥꯔꯤ ꯁꯥꯔꯤ ꯫ ꯃꯁꯤꯒꯤ ꯃꯇꯨꯡꯗꯥ ꯑꯅꯧꯕ ꯊꯕꯛ ꯂꯥꯛꯀꯅꯤ ꯫ ꯍꯧꯖꯤꯛ ꯃꯤꯌꯥꯝꯅ ꯃꯇꯦꯡ ꯄꯥꯡꯂꯤ ꯫ ꯊꯧꯔꯝ ꯑꯁꯤꯗꯥ ꯃꯤ ꯀꯌꯥ ꯂꯥꯛꯈꯤ ꯫ ꯑꯣꯐꯤꯁꯥꯔꯁꯤꯡꯅ ꯌꯥꯝꯅ ꯊꯕꯛ ꯇꯧꯈꯤ ꯫ ꯃꯁꯤꯒꯤ ꯃꯇꯥꯡꯗꯥ ꯋꯥꯔꯤ ꯑꯍꯦꯅꯕ ꯂꯥꯛꯀꯅꯤ ꯫	[12, 520, 92, 677]
poll-result-yes: Yes 100%	[12, 1046, 39, 1052]
lead-body-2: ꯃꯤꯌꯥꯝꯒꯤ ꯈꯨꯗꯣꯡꯆꯥꯕꯒꯤꯗꯃꯛ ꯌꯥꯝꯅ ꯆꯦꯛꯁꯤꯅꯒꯗꯕ ꯇꯥꯀꯄꯤꯈꯤ ꯫ ꯂꯧꯕꯨꯛꯇꯥ ꯊꯕꯛ ꯇꯧꯔꯤꯕ ꯃꯤꯁꯤꯡꯅ ꯃꯈꯣꯌꯒꯤ ꯋꯥꯐꯝ ꯐꯣꯡꯗꯣꯀꯈꯤ ꯫ ꯁꯔꯀꯥꯔꯅ ꯃꯁꯤꯒꯤ ꯃꯇꯥꯡꯗꯥ ꯊꯕꯛ ꯄꯨꯝꯅꯃꯛ ꯇꯧꯒꯅꯤ ꯍꯥꯌꯈꯤ ꯫ ꯃꯤꯌꯥꯝꯒꯤ ꯊꯝꯃꯣꯌ ꯑꯁꯤ ꯐꯖꯅ ꯂꯩꯅꯕꯒꯤꯗꯃꯛ ꯁꯔꯀꯥꯔꯅ ꯃꯇꯦꯡ ꯄꯥꯡꯒꯅꯤ ꯫ ꯂꯧꯕꯨꯛꯀꯤ ꯊꯕꯛ ꯑꯁꯤ ꯆꯍꯤ ꯈꯔꯒꯤ ꯃꯅꯨꯡꯗꯥ ꯂꯣꯏꯁꯤꯟꯒꯅꯤ ꯫ ꯃꯁꯤꯒꯤ ꯃꯇꯥꯡꯗꯥ ꯑꯣꯐꯤꯁꯥꯔꯁꯤꯡꯅ ꯋꯥꯔꯤ ꯁꯥꯈꯤ ꯫ ꯃꯤꯌꯥꯝꯅ ꯌꯥꯅꯤꯡꯅ ꯇꯥꯈꯤ ꯫	[172, 296, 328, 348]
lower1-continued[interactable]: ꯑꯔꯣꯏꯕ ꯂꯃꯥꯏ ꯶ ➤	[249, 878, 298, 885]
teaser-1[interactable]: ꯑꯆꯨꯝꯕ ꯋꯥꯔꯣꯜ ꯅꯥꯏꯗꯕ ... ➤ ꯂꯃꯥꯏ ꯳	[264, 104, 490, 123]
poll-options	[12, 942, 92, 954]
bottom1-photo	[186, 932, 462, 1058]
column-rule	[332, 212, 333, 462]
row-rule	[98, 738, 644, 739]
lower3-headline: ꯃꯤꯌꯥꯝꯒꯤ ꯑꯍꯤꯡ ꯊꯧꯔꯝ ꯑꯃꯥ	[464, 742, 577, 753]
teaser-3[interactable]: ꯃꯤꯌꯥꯝꯒꯤ ꯑꯦꯐꯤꯖ ꯍꯣꯠꯅꯕ ... ➤ ꯂꯃꯥꯏ ꯵	[264, 168, 490, 187]
column-rule	[646, 212, 647, 1132]
masthead-title: ꯍꯨꯏꯌꯦꯟ ꯂꯥꯟꯄꯥꯎ	[329, 41, 591, 81]
poll-result-values	[12, 1046, 92, 1056]
mid3-body-b: ꯃꯤꯌꯥꯝꯒꯤ ꯈꯨꯗꯣꯡꯆꯥꯕꯒꯤꯗꯃꯛ ꯂꯩꯕꯥꯛꯀꯤ ꯑꯣꯐꯤꯁꯥꯔꯁꯤꯡꯅ ꯊꯕꯛ ꯑꯃꯥ ꯆꯠꯈꯤ ꯫ ꯃꯁꯤꯒꯤ ꯃꯇꯥꯡꯗꯥ ꯃꯤꯌꯥꯝꯅ ꯋꯥꯔꯤ ꯁꯥꯈꯤ ꯫ ꯊꯧꯔꯝ ꯑꯃꯥ ꯄꯥꯡꯊꯣꯀꯈꯤ ꯫ ꯃꯤ ꯀꯌꯥꯅ ꯂꯥꯛꯇꯨꯅ ꯃꯇꯦꯡ ꯄꯥꯡꯈꯤ ꯫ ꯑꯅꯧꯕ ꯊꯧꯔꯥꯡ ꯑꯃꯥ ꯁꯦꯝꯈꯤ ꯫ ꯃꯤꯌꯥꯝꯒꯤ ꯊꯝꯃꯣꯌ ꯐꯖꯅ ꯂꯩꯅꯕꯒꯤꯗꯃꯛ ꯊꯕꯛ ꯇꯧꯒꯅꯤ ꯫ ꯃꯁꯤꯒꯤ ꯃꯇꯨꯡꯗꯥ ꯋꯥꯔꯤ ꯑꯅꯧꯕ ꯂꯥꯛꯀꯅꯤ ꯫ ꯂꯩꯕꯥꯛꯀꯤ ꯂꯨꯆꯤꯡꯕꯁꯤꯡꯅ ꯃꯁꯤꯗꯥ ꯌꯦꯡꯈꯤ ꯫ ꯑꯣꯐꯤꯁꯥꯔꯁꯤꯡꯅ ꯌꯥꯝꯅ ꯊꯕꯛ ꯇꯧꯈꯤ ꯫ ꯃꯁꯤꯒꯤ ꯃꯇꯥꯡꯗꯥ ꯋꯥꯔꯤ ꯑꯍꯦꯅꯕ ꯂꯥꯛꯀꯅꯤ ꯫	[512, 520, 642, 579]
